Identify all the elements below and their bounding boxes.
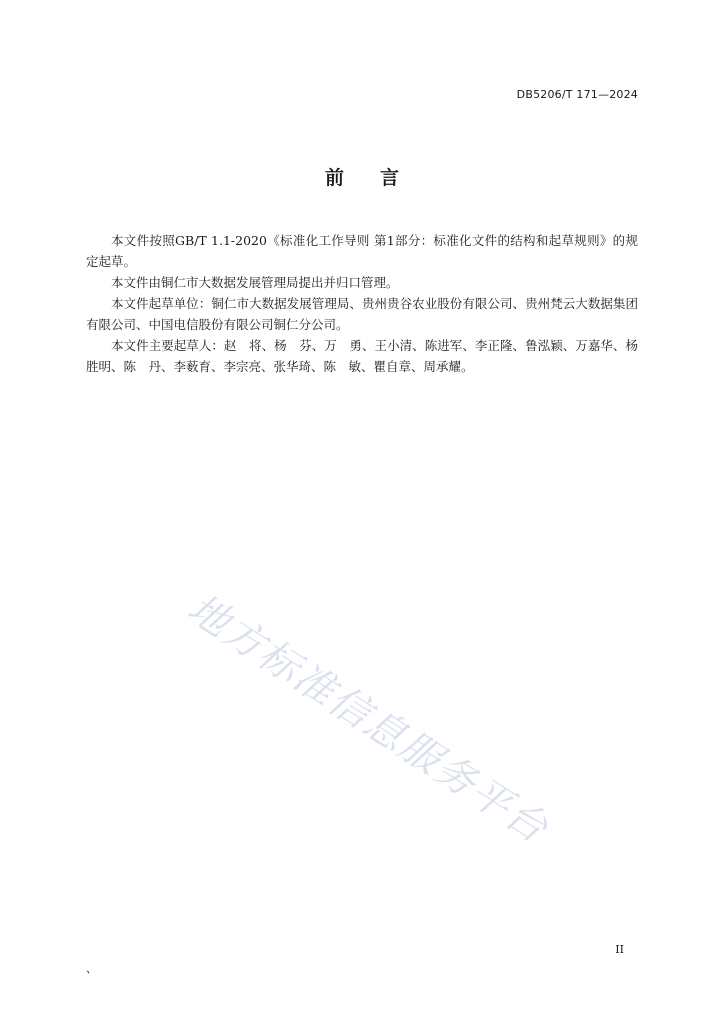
paragraph-drafting-units: 本文件起草单位：铜仁市大数据发展管理局、贵州贵谷农业股份有限公司、贵州梵云大数据集团有限公司、中国电信股份有限公司铜仁分公司。 [86,296,638,332]
section-title: 前言 [324,167,435,189]
watermark: 地方标准信息服务平台 [179,585,557,853]
corner-mark: 、 [86,962,97,975]
page-number: II [615,943,624,956]
paragraph-proposer: 本文件由铜仁市大数据发展管理局提出并归口管理。 [111,275,399,290]
paragraph-drafters: 本文件主要起草人：赵 将、杨 芬、万 勇、王小清、陈进军、李正隆、鲁泓颖、万嘉华、杨胜明、陈 丹、李薮育、李宗亮、张华琦、陈 敏、瞿自章、周承耀。 [86,338,638,374]
paragraph-drafting-rules: 本文件按照GB/T 1.1-2020《标准化工作导则 第1部分：标准化文件的结构和起草规则》的规定起草。 [86,233,638,269]
document-code: DB5206/T 171—2024 [516,88,638,101]
foreword-body [86,230,638,377]
